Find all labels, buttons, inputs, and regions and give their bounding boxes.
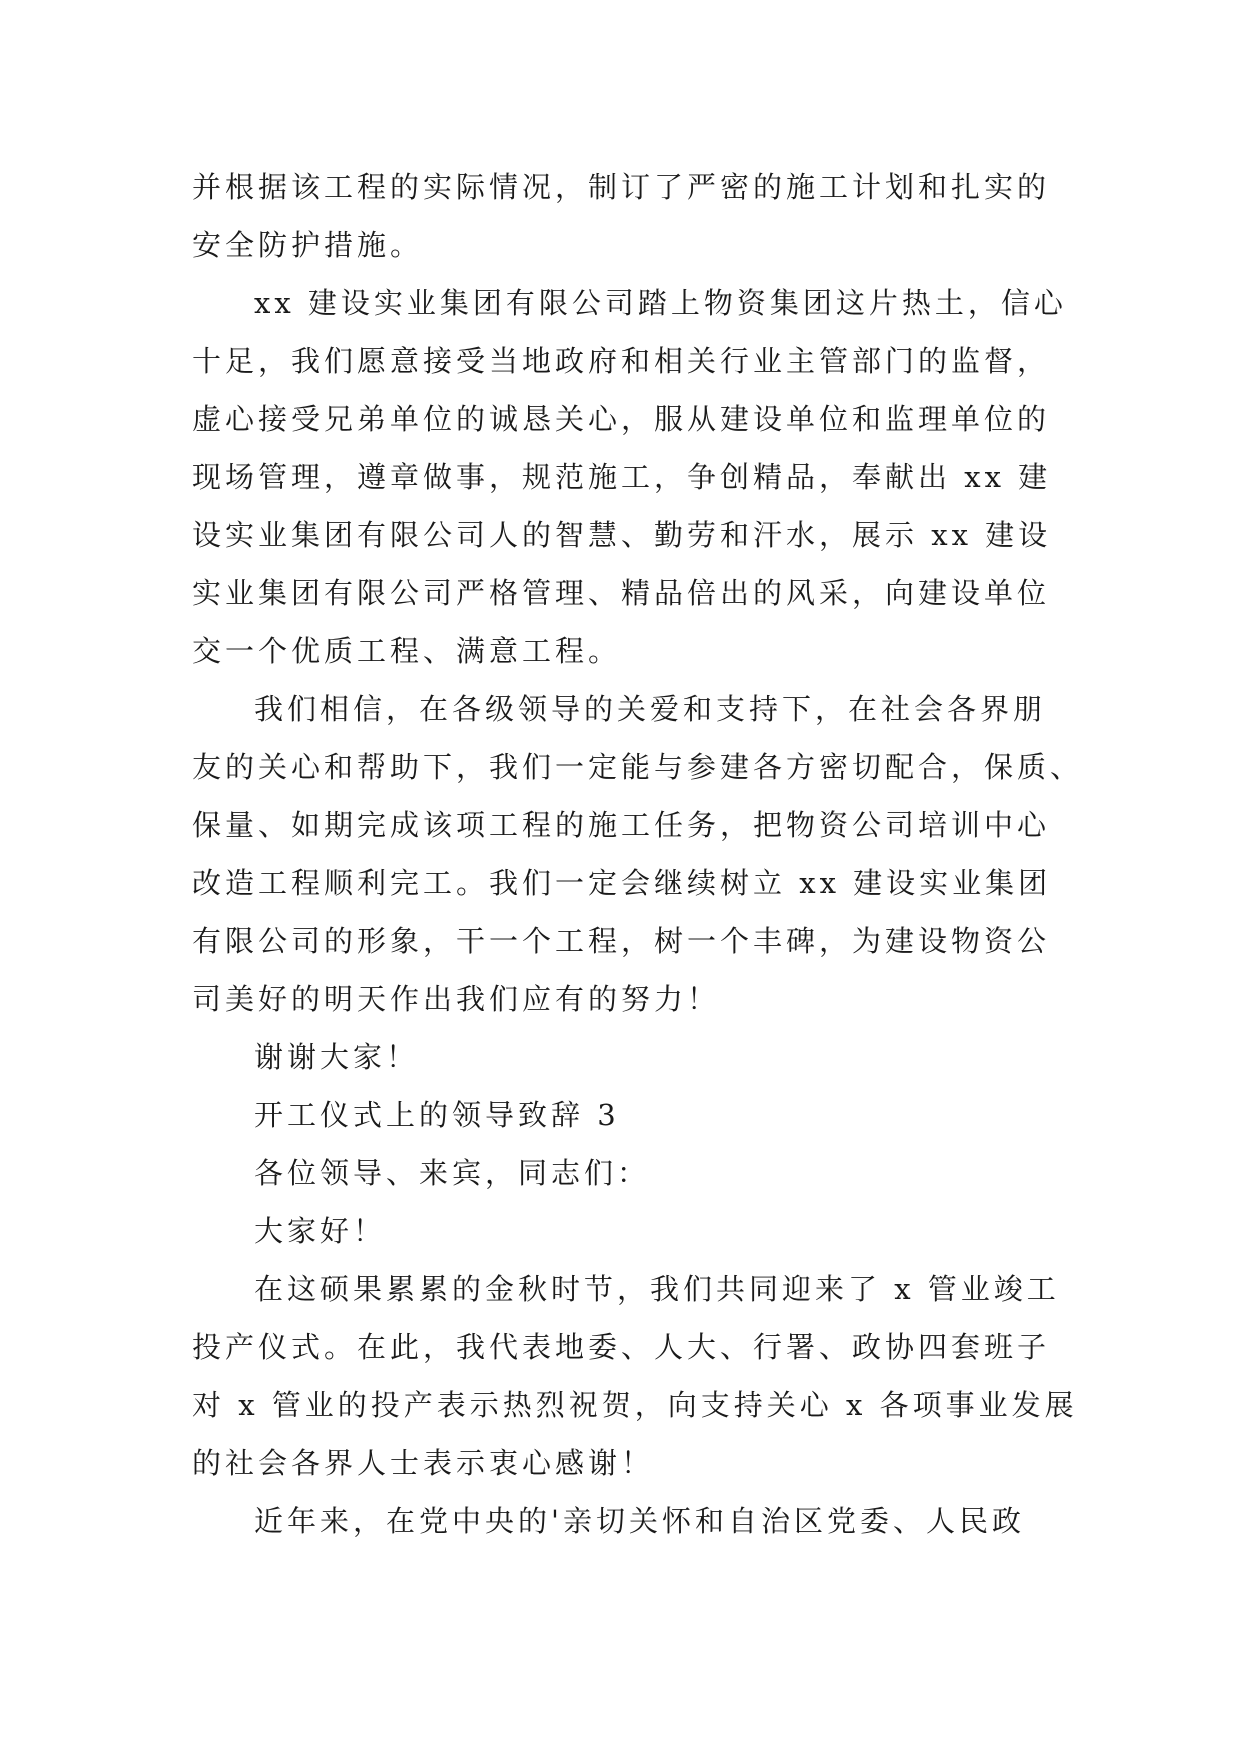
paragraph-confidence bbox=[192, 680, 1092, 1028]
text-line: 对 x 管业的投产表示热烈祝贺，向支持关心 x 各项事业发展 bbox=[192, 1388, 1078, 1422]
section-heading bbox=[192, 1086, 1092, 1144]
paragraph-greeting bbox=[192, 1202, 1092, 1260]
section-title: 开工仪式上的领导致辞 3 bbox=[254, 1098, 620, 1132]
text-line: 十足，我们愿意接受当地政府和相关行业主管部门的监督， bbox=[192, 344, 1051, 378]
paragraph-commitment bbox=[192, 274, 1092, 680]
text-line: 友的关心和帮助下，我们一定能与参建各方密切配合，保质、 bbox=[192, 750, 1084, 784]
text-line: 投产仪式。在此，我代表地委、人大、行署、政协四套班子 bbox=[192, 1330, 1051, 1364]
text-line: 实业集团有限公司严格管理、精品倍出的风采，向建设单位 bbox=[192, 576, 1051, 610]
text-line: 安全防护措施。 bbox=[192, 228, 424, 262]
text-line: 我们相信，在各级领导的关爱和支持下，在社会各界朋 bbox=[254, 692, 1047, 726]
text-line: 在这硕果累累的金秋时节，我们共同迎来了 x 管业竣工 bbox=[254, 1272, 1060, 1306]
paragraph-ceremony bbox=[192, 1260, 1092, 1492]
text-line: 虚心接受兄弟单位的诚恳关心，服从建设单位和监理单位的 bbox=[192, 402, 1051, 436]
paragraph-safety-measures bbox=[192, 158, 1092, 274]
text-line: 改造工程顺利完工。我们一定会继续树立 xx 建设实业集团 bbox=[192, 866, 1052, 900]
paragraph-recent-years bbox=[192, 1492, 1092, 1550]
text-line: 近年来，在党中央的'亲切关怀和自治区党委、人民政 bbox=[254, 1504, 1025, 1538]
text-line: 交一个优质工程、满意工程。 bbox=[192, 634, 622, 668]
text-line: 大家好！ bbox=[254, 1214, 387, 1248]
paragraph-thanks bbox=[192, 1028, 1092, 1086]
text-line: 的社会各界人士表示衷心感谢！ bbox=[192, 1446, 655, 1480]
document-body bbox=[192, 158, 1092, 1550]
text-line: 设实业集团有限公司人的智慧、勤劳和汗水，展示 xx 建设 bbox=[192, 518, 1052, 552]
text-line: 谢谢大家！ bbox=[254, 1040, 420, 1074]
text-line: xx 建设实业集团有限公司踏上物资集团这片热土，信心 bbox=[254, 286, 1067, 320]
text-line: 各位领导、来宾，同志们： bbox=[254, 1156, 651, 1190]
text-line: 并根据该工程的实际情况，制订了严密的施工计划和扎实的 bbox=[192, 170, 1051, 204]
text-line: 司美好的明天作出我们应有的努力！ bbox=[192, 982, 721, 1016]
text-line: 保量、如期完成该项工程的施工任务，把物资公司培训中心 bbox=[192, 808, 1051, 842]
text-line: 有限公司的形象，干一个工程，树一个丰碑，为建设物资公 bbox=[192, 924, 1051, 958]
paragraph-salutation bbox=[192, 1144, 1092, 1202]
text-line: 现场管理，遵章做事，规范施工，争创精品，奉献出 xx 建 bbox=[192, 460, 1052, 494]
